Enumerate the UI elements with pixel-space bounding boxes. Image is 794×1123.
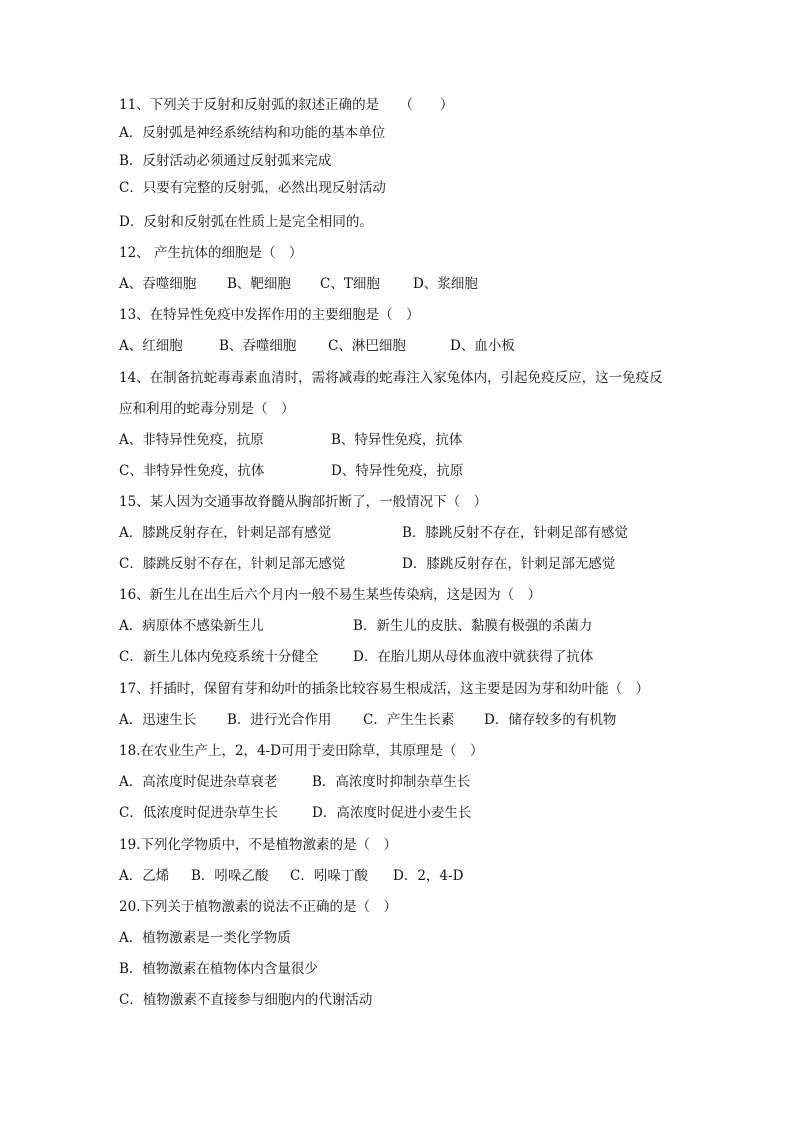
q18-options-row2 [119,804,739,822]
q13-option-a: A、红细胞 [119,338,183,354]
q16-option-a: A．病原体不感染新生儿 [119,618,264,634]
q20-option-a: A．植物激素是一类化学物质 [119,930,291,946]
q14-option-c: C、非特异性免疫，抗体 [119,463,265,479]
q20-option-b: B．植物激素在植物体内含量很少 [119,961,318,977]
q15-stem: 15、某人因为交通事故脊髓从胸部折断了，一般情况下（ ） [119,494,488,510]
q18-stem: 18.在农业生产上，2，4-D可用于麦田除草，其原理是（ ） [119,743,484,759]
q13-options-row [119,337,719,355]
q12-option-a: A、吞噬细胞 [119,276,197,292]
q12-option-b: B、靶细胞 [227,276,291,292]
q11-option-c: C．只要有完整的反射弧，必然出现反射活动 [119,180,386,196]
q18-options-row1 [119,773,739,791]
q16-option-b: B．新生儿的皮肤、黏膜有极强的杀菌力 [353,618,593,634]
q14-option-d: D、特异性免疫，抗原 [331,463,464,479]
q17-option-a: A．迅速生长 [119,712,197,728]
q18-option-d: D．高浓度时促进小麦生长 [312,805,472,821]
q13-option-c: C、淋巴细胞 [328,338,406,354]
q14-options-row1 [119,431,719,449]
q19-option-a: A．乙烯 [119,868,170,884]
q16-option-d: D．在胎儿期从母体血液中就获得了抗体 [353,649,594,665]
q14-stem-line1: 14、在制备抗蛇毒毒素血清时，需将减毒的蛇毒注入家兔体内，引起免疫反应，这一免疫反 [119,370,663,386]
q15-option-c: C．膝跳反射不存在，针刺足部无感觉 [119,556,346,572]
q19-stem: 19.下列化学物质中，不是植物激素的是（ ） [119,837,397,853]
q11-stem: 11、下列关于反射和反射弧的叙述正确的是 （ ） [119,97,454,113]
q14-options-row2 [119,462,719,480]
q18-option-a: A．高浓度时促进杂草衰老 [119,774,278,790]
q13-option-d: D、血小板 [450,338,515,354]
q13-stem: 13、在特异性免疫中发挥作用的主要细胞是（ ） [119,307,420,323]
q16-stem: 16、新生儿在出生后六个月内一般不易生某些传染病，这是因为（ ） [119,587,542,603]
q18-option-c: C．低浓度时促进杂草生长 [119,805,278,821]
q17-option-b: B．进行光合作用 [227,712,332,728]
q13-option-b: B、吞噬细胞 [219,338,297,354]
q12-options-row [119,275,719,293]
q16-option-c: C．新生儿体内免疫系统十分健全 [119,649,319,665]
q19-option-b: B．吲哚乙酸 [191,868,269,884]
q11-option-a: A．反射弧是神经系统结构和功能的基本单位 [119,125,386,141]
q19-options-row [119,867,739,885]
q15-option-a: A．膝跳反射存在，针刺足部有感觉 [119,525,332,541]
q17-option-c: C．产生生长素 [363,712,455,728]
q17-option-d: D．储存较多的有机物 [484,712,617,728]
q18-option-b: B．高浓度时抑制杂草生长 [312,774,471,790]
q11-option-b: B．反射活动必须通过反射弧来完成 [119,153,332,169]
q15-option-b: B．膝跳反射不存在，针刺足部有感觉 [402,525,628,541]
q11-option-d: D．反射和反射弧在性质上是完全相同的。 [119,214,373,230]
q12-option-d: D、浆细胞 [413,276,478,292]
q20-option-c: C．植物激素不直接参与细胞内的代谢活动 [119,992,373,1008]
q14-option-b: B、特异性免疫，抗体 [331,432,463,448]
q15-options-row1 [119,524,739,542]
q19-option-d: D．2，4-D [393,868,464,884]
q16-options-row2 [119,648,739,666]
q17-stem: 17、扦插时，保留有芽和幼叶的插条比较容易生根成活，这主要是因为芽和幼叶能（ ） [119,681,650,697]
q15-option-d: D．膝跳反射存在，针刺足部无感觉 [402,556,616,572]
q14-stem-line2: 应和利用的蛇毒分别是（ ） [119,401,295,417]
q14-option-a: A、非特异性免疫，抗原 [119,432,264,448]
q20-stem: 20.下列关于植物激素的说法不正确的是（ ） [119,899,397,915]
q15-options-row2 [119,555,739,573]
q19-option-c: C．吲哚丁酸 [290,868,368,884]
q12-stem: 12、 产生抗体的细胞是（ ） [119,245,303,261]
q17-options-row [119,711,739,729]
q16-options-row1 [119,617,739,635]
q12-option-c: C、T细胞 [320,276,380,292]
